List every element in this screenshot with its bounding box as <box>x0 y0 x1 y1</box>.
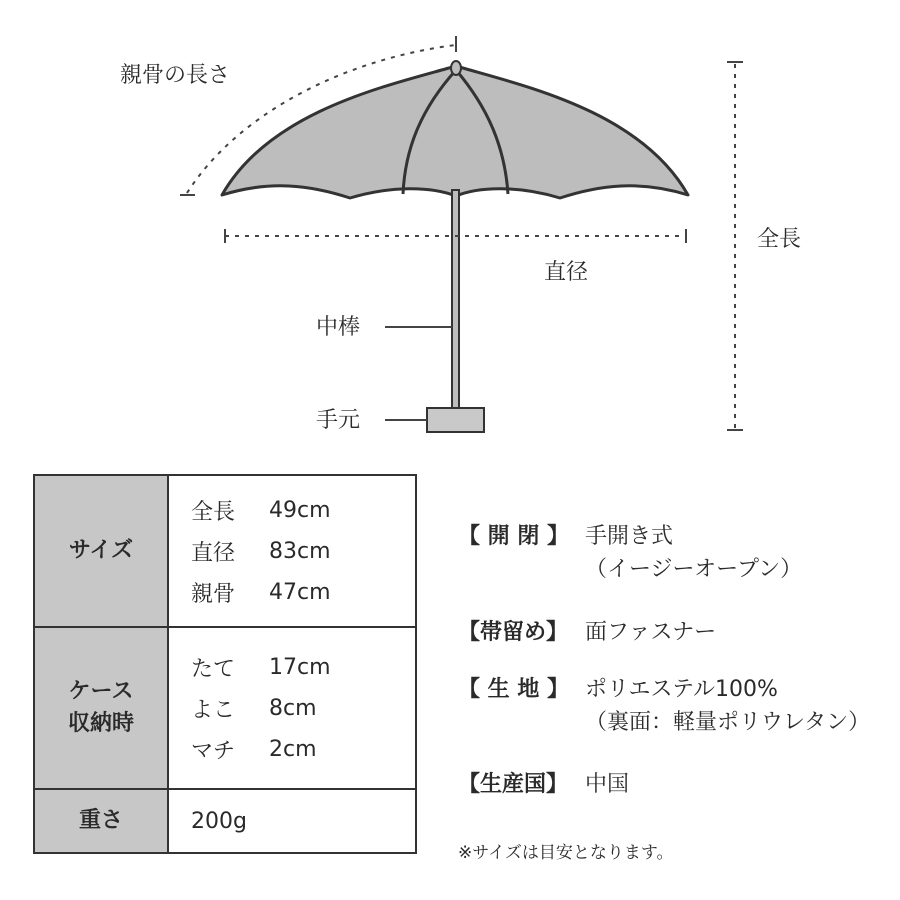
umbrella-shaft <box>452 190 459 410</box>
list-item <box>458 520 802 586</box>
umbrella-tip <box>451 61 461 75</box>
specs-table <box>33 474 417 854</box>
strap-label: 【帯留め】 <box>458 620 569 645</box>
origin-label: 【生産国】 <box>458 772 569 797</box>
spec-key: よこ <box>191 697 236 723</box>
list-item <box>458 673 870 739</box>
spec-value: 8cm <box>269 695 317 721</box>
total-length-label: 全長 <box>757 227 802 252</box>
case-header-line2: 収納時 <box>67 711 134 736</box>
table-row <box>34 475 416 627</box>
info-line: ポリエステル100% <box>585 677 778 702</box>
handle-label: 手元 <box>316 408 361 433</box>
spec-value: 49cm <box>269 497 331 523</box>
fabric-label: 【 生 地 】 <box>458 677 569 702</box>
origin-value <box>585 768 629 801</box>
weight-header: 重さ <box>34 789 168 853</box>
spec-value: 17cm <box>269 654 331 680</box>
strap-value <box>585 616 716 649</box>
umbrella-handle <box>427 408 484 432</box>
fabric-value <box>585 673 870 739</box>
list-item <box>191 729 415 770</box>
info-line: （裏面：軽量ポリウレタン） <box>585 710 871 735</box>
list-item <box>191 490 415 531</box>
shaft-label: 中棒 <box>316 315 361 340</box>
spec-key: 親骨 <box>191 581 236 607</box>
spec-key: たて <box>191 656 236 682</box>
size-header: サイズ <box>34 475 168 627</box>
spec-key: 全長 <box>191 499 236 525</box>
open-close-label: 【 開 閉 】 <box>458 524 569 549</box>
size-values <box>168 475 416 627</box>
info-line: （イージーオープン） <box>585 557 803 582</box>
spec-value: 2cm <box>269 736 317 762</box>
umbrella-canopy <box>222 66 688 198</box>
info-line: 中国 <box>585 772 630 797</box>
list-item <box>191 688 415 729</box>
list-item <box>458 768 629 801</box>
open-close-value <box>585 520 802 586</box>
list-item <box>458 616 716 649</box>
table-row <box>34 789 416 853</box>
spec-value: 83cm <box>269 538 331 564</box>
list-item <box>191 572 415 613</box>
spec-key: マチ <box>191 738 236 764</box>
spec-value: 47cm <box>269 579 331 605</box>
case-values <box>168 627 416 789</box>
weight-value: 200g <box>168 789 416 853</box>
info-line: 面ファスナー <box>585 620 717 645</box>
case-header-line1: ケース <box>68 679 134 704</box>
table-row <box>34 627 416 789</box>
diameter-label: 直径 <box>544 260 589 285</box>
case-header <box>34 627 168 789</box>
spec-key: 直径 <box>191 540 236 566</box>
list-item <box>191 531 415 572</box>
rib-length-label: 親骨の長さ <box>120 63 231 88</box>
list-item <box>191 647 415 688</box>
info-line: 手開き式 <box>585 524 674 549</box>
size-note: ※サイズは目安となります。 <box>458 843 674 863</box>
